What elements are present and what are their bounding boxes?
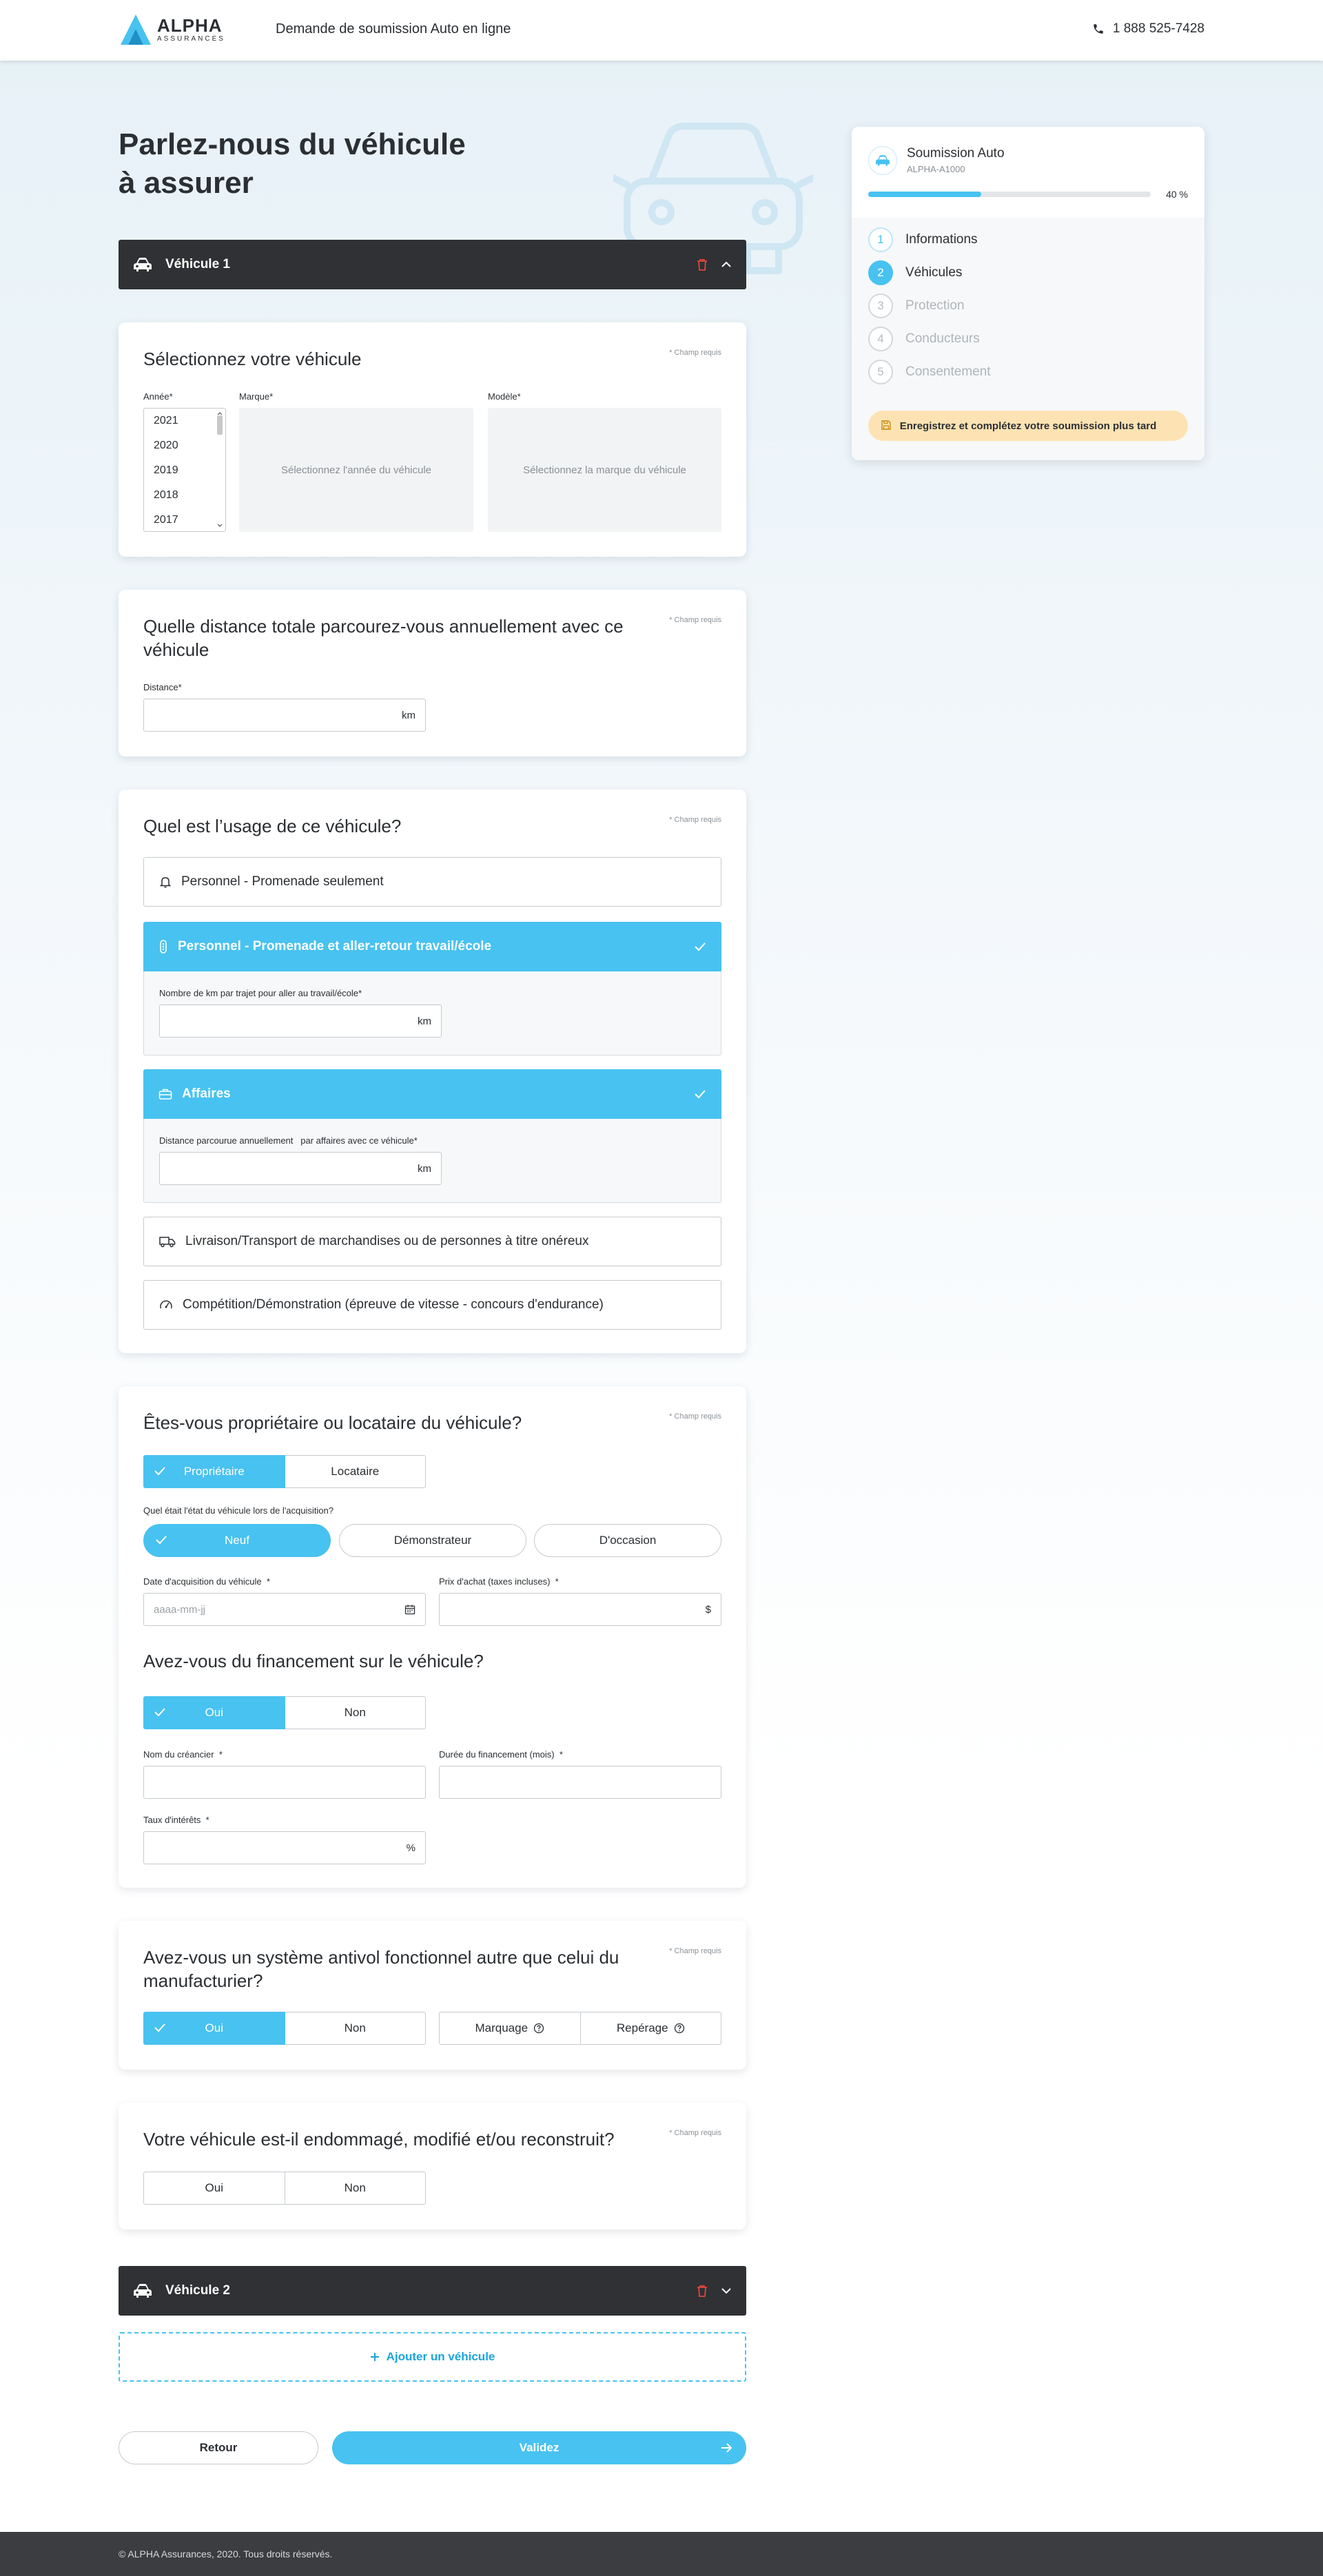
phone-icon	[1092, 23, 1105, 35]
save-later-label: Enregistrez et complétez votre soumission plus tard	[899, 420, 1157, 432]
acquisition-date-label: Date d'acquisition du véhicule *	[143, 1576, 270, 1587]
select-vehicle-card	[119, 322, 746, 557]
chevron-down-icon[interactable]	[721, 2287, 731, 2294]
distance-input[interactable]	[143, 699, 426, 732]
marking-button[interactable]	[439, 2012, 581, 2045]
check-icon	[154, 1707, 166, 1717]
year-option[interactable]: 2019	[154, 464, 178, 476]
year-listbox[interactable]	[143, 408, 226, 532]
model-label: Modèle*	[488, 391, 521, 402]
summary-car-icon-wrap	[868, 146, 897, 175]
business-distance-label: Distance parcourue annuellement par affaires avec ce véhicule*	[159, 1135, 418, 1146]
commute-km-label: Nombre de km par trajet pour aller au travail/école*	[159, 988, 362, 998]
step-conducteurs[interactable]	[868, 327, 980, 351]
step-label: Informations	[905, 232, 978, 247]
arrow-right-icon	[720, 2441, 732, 2455]
creditor-input[interactable]	[143, 1766, 426, 1799]
check-icon	[155, 1535, 167, 1545]
financing-duration-label: Durée du financement (mois) *	[439, 1749, 563, 1760]
antitheft-card	[119, 1921, 746, 2070]
usage-title: Quel est l’usage de ce véhicule?	[143, 816, 402, 836]
back-button[interactable]	[119, 2431, 318, 2464]
save-later-button[interactable]	[868, 411, 1188, 441]
briefcase-icon	[158, 1088, 172, 1100]
tracking-button[interactable]	[581, 2012, 722, 2045]
antitheft-yes-label: Oui	[205, 2021, 223, 2034]
traffic-light-icon	[158, 940, 168, 954]
step-vehicules[interactable]	[868, 260, 962, 285]
step-number: 1	[868, 227, 893, 252]
trash-icon[interactable]	[697, 2285, 708, 2297]
usage-option-personal-label: Personnel - Promenade seulement	[181, 874, 384, 889]
save-icon	[881, 420, 892, 431]
km-unit: km	[418, 1162, 431, 1175]
required-note: * Champ requis	[669, 349, 721, 357]
antitheft-title: Avez-vous un système antivol fonctionnel autre que celui du manufacturier?	[143, 1947, 619, 1991]
alpha-logo-icon	[119, 12, 153, 47]
date-placeholder: aaaa-mm-jj	[154, 1603, 206, 1616]
purchase-price-label: Prix d'achat (taxes incluses) *	[439, 1576, 559, 1587]
page-title-line2: à assurer	[119, 166, 254, 200]
antitheft-type-toggle	[439, 2012, 721, 2045]
year-option[interactable]: 2018	[154, 489, 178, 501]
state-demo-button[interactable]	[339, 1524, 526, 1557]
financing-no-button[interactable]	[285, 1696, 427, 1729]
step-number: 4	[868, 327, 893, 351]
financing-yes-button[interactable]	[143, 1696, 285, 1729]
step-number: 5	[868, 360, 893, 384]
step-number: 3	[868, 293, 893, 318]
usage-option-business-label: Affaires	[182, 1086, 231, 1101]
usage-option-competition-label: Compétition/Démonstration (épreuve de vitesse - concours d'endurance)	[183, 1297, 604, 1312]
back-label: Retour	[199, 2441, 238, 2454]
year-option[interactable]: 2020	[154, 440, 178, 451]
step-label: Consentement	[905, 364, 991, 379]
phone-number: 1 888 525-7428	[1112, 21, 1204, 36]
trash-icon[interactable]	[697, 258, 708, 271]
antitheft-no-button[interactable]	[285, 2012, 427, 2045]
creditor-label: Nom du créancier *	[143, 1749, 223, 1760]
summary-header	[852, 127, 1204, 218]
financing-duration-input[interactable]	[439, 1766, 721, 1799]
usage-option-commute-label: Personnel - Promenade et aller-retour travail/école	[178, 939, 492, 954]
required-note: * Champ requis	[669, 1412, 721, 1421]
progress-fill	[868, 192, 981, 197]
car-icon	[134, 2284, 152, 2298]
progress-percent: 40 %	[1166, 189, 1188, 200]
damage-yes-label: Oui	[205, 2181, 223, 2194]
business-distance-input[interactable]	[159, 1152, 442, 1185]
add-vehicle-button[interactable]	[119, 2332, 746, 2382]
antitheft-toggle	[143, 2012, 426, 2045]
submit-label: Validez	[519, 2441, 560, 2454]
site-footer	[0, 2532, 1323, 2576]
brand-name: ALPHA	[157, 15, 223, 36]
km-unit: km	[402, 709, 416, 721]
required-note: * Champ requis	[669, 816, 721, 824]
required-note: * Champ requis	[669, 2129, 721, 2137]
usage-option-competition[interactable]	[143, 1280, 721, 1330]
year-option[interactable]: 2021	[154, 415, 178, 426]
renter-label: Locataire	[331, 1465, 380, 1478]
step-label: Protection	[905, 298, 965, 313]
help-icon[interactable]	[674, 2023, 685, 2034]
calendar-icon[interactable]	[404, 1604, 416, 1615]
quote-summary-panel	[852, 127, 1204, 460]
vehicle-2-label: Véhicule 2	[165, 2283, 230, 2298]
interest-rate-input[interactable]	[143, 1831, 426, 1864]
bell-icon	[159, 876, 172, 888]
owner-renter-toggle	[143, 1455, 426, 1488]
distance-card	[119, 590, 746, 756]
summary-title: Soumission Auto	[907, 146, 1005, 161]
usage-option-delivery[interactable]	[143, 1217, 721, 1266]
check-icon	[694, 1089, 706, 1099]
renter-button[interactable]	[285, 1455, 427, 1488]
site-header	[0, 0, 1323, 61]
financing-no-label: Non	[344, 1706, 366, 1719]
distance-label: Distance*	[143, 682, 182, 692]
owner-button[interactable]	[143, 1455, 285, 1488]
km-unit: km	[418, 1015, 431, 1027]
make-label: Marque*	[239, 391, 274, 402]
page-title	[119, 125, 504, 203]
car-icon	[134, 258, 152, 271]
help-icon[interactable]	[533, 2023, 544, 2034]
header-phone-link[interactable]	[1092, 21, 1204, 37]
interest-rate-label: Taux d'intérêts *	[143, 1815, 209, 1825]
ownership-title: Êtes-vous propriétaire ou locataire du véhicule?	[143, 1412, 522, 1433]
submit-button[interactable]	[332, 2431, 746, 2464]
acquisition-date-input[interactable]	[143, 1593, 426, 1626]
business-subpanel	[143, 1119, 721, 1203]
damage-toggle	[143, 2172, 426, 2205]
usage-option-commute[interactable]	[143, 922, 721, 971]
add-vehicle-label: Ajouter un véhicule	[386, 2350, 495, 2363]
damage-no-button[interactable]	[285, 2172, 427, 2205]
model-select: Sélectionnez la marque du véhicule	[488, 408, 721, 532]
make-select: Sélectionnez l'année du véhicule	[239, 408, 473, 532]
step-number: 2	[868, 260, 893, 285]
marking-label: Marquage	[475, 2021, 529, 2034]
check-icon	[154, 1466, 166, 1476]
select-vehicle-title: Sélectionnez votre véhicule	[143, 349, 362, 369]
dollar-unit: $	[705, 1603, 711, 1616]
financing-toggle	[143, 1696, 426, 1729]
year-option[interactable]: 2017	[154, 514, 178, 526]
year-label: Année*	[143, 391, 173, 402]
step-label: Conducteurs	[905, 331, 980, 346]
state-demo-label: Démonstrateur	[393, 1534, 472, 1547]
scrollbar-thumb[interactable]	[217, 415, 223, 435]
state-used-label: D'occasion	[599, 1534, 657, 1547]
step-protection[interactable]	[868, 293, 965, 318]
tracking-label: Repérage	[616, 2021, 668, 2034]
step-informations[interactable]	[868, 227, 978, 252]
truck-icon	[159, 1235, 176, 1248]
page-title-line1: Parlez-nous du véhicule	[119, 127, 466, 161]
check-icon	[154, 2023, 166, 2032]
vehicle-1-label: Véhicule 1	[165, 257, 230, 271]
purchase-price-input[interactable]	[439, 1593, 721, 1626]
vehicle-2-header[interactable]	[119, 2266, 746, 2316]
progress-bar	[868, 192, 1151, 197]
usage-option-business[interactable]	[143, 1069, 721, 1119]
usage-option-delivery-label: Livraison/Transport de marchandises ou de personnes à titre onéreux	[185, 1234, 589, 1248]
owner-label: Propriétaire	[183, 1465, 245, 1478]
damage-card	[119, 2103, 746, 2229]
ownership-card	[119, 1386, 746, 1888]
footer-copyright: © ALPHA Assurances, 2020. Tous droits réservés.	[119, 2548, 333, 2559]
damage-title: Votre véhicule est-il endommagé, modifié et/ou reconstruit?	[143, 2129, 615, 2150]
brand-sub: ASSURANCES	[157, 35, 225, 43]
chevron-up-icon[interactable]	[721, 261, 731, 268]
percent-unit: %	[406, 1842, 416, 1854]
vehicle-1-header[interactable]	[119, 240, 746, 289]
speedometer-icon	[159, 1299, 173, 1311]
financing-title: Avez-vous du financement sur le véhicule?	[143, 1651, 484, 1671]
check-icon	[694, 942, 706, 951]
state-used-button[interactable]	[534, 1524, 721, 1557]
usage-card	[119, 790, 746, 1353]
brand-logo[interactable]	[119, 12, 225, 47]
commute-subpanel	[143, 971, 721, 1055]
step-label: Véhicules	[905, 265, 963, 280]
antitheft-yes-button[interactable]	[143, 2012, 285, 2045]
step-consentement[interactable]	[868, 360, 991, 384]
state-new-label: Neuf	[225, 1534, 249, 1547]
plus-icon	[370, 2352, 380, 2362]
usage-option-personal[interactable]	[143, 857, 721, 907]
required-note: * Champ requis	[669, 1947, 721, 1955]
vehicle-state-label: Quel était l'état du véhicule lors de l'acquisition?	[143, 1505, 334, 1516]
damage-yes-button[interactable]	[143, 2172, 285, 2205]
damage-no-label: Non	[344, 2181, 366, 2194]
state-new-button[interactable]	[143, 1524, 331, 1557]
required-note: * Champ requis	[669, 616, 721, 624]
financing-yes-label: Oui	[205, 1706, 223, 1719]
car-icon	[876, 155, 890, 166]
distance-title: Quelle distance totale parcourez-vous annuellement avec ce véhicule	[143, 616, 624, 660]
antitheft-no-label: Non	[344, 2021, 366, 2034]
commute-km-input[interactable]	[159, 1004, 442, 1038]
summary-reference: ALPHA-A1000	[907, 164, 965, 174]
header-title: Demande de soumission Auto en ligne	[276, 21, 511, 37]
